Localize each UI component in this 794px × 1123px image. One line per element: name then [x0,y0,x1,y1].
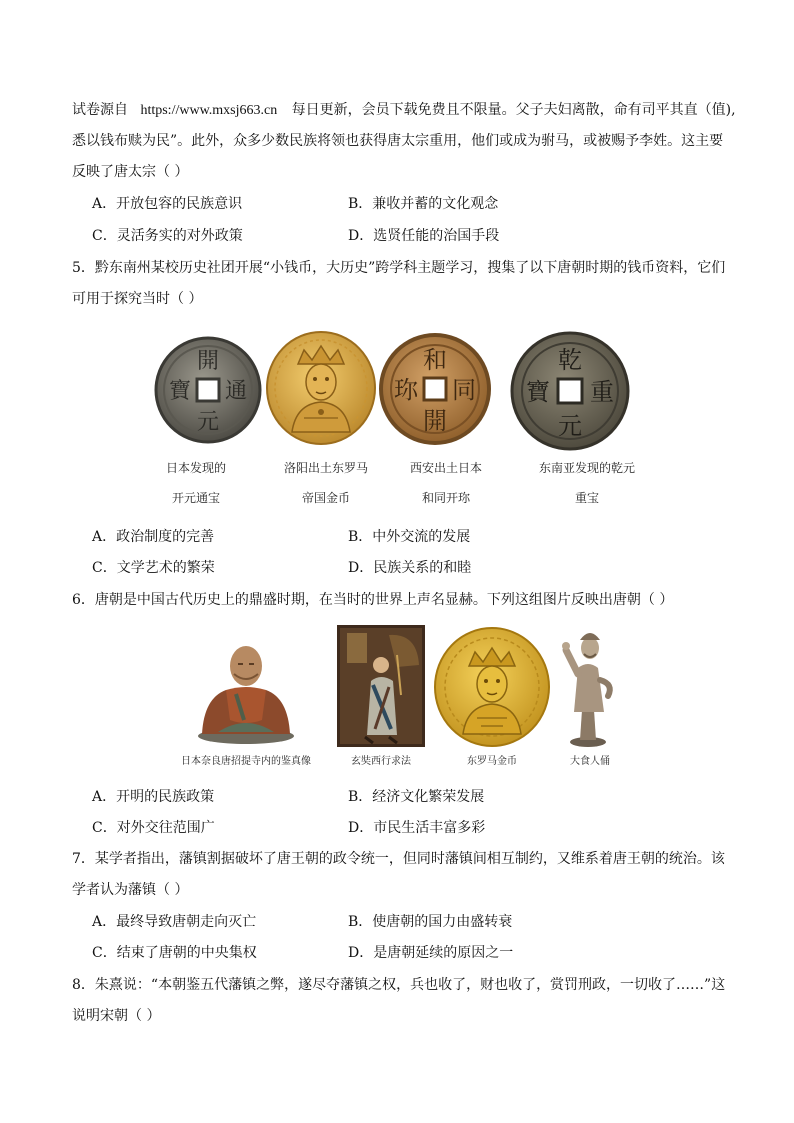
q7-option-a[interactable]: A．最终导致唐朝走向灭亡 [92,914,257,930]
coin-caption-4 [516,460,658,506]
q7-option-d[interactable]: D．是唐朝延续的原因之一 [348,945,514,961]
source-line [72,100,736,121]
q4-option-c[interactable]: C．灵活务实的对外政策 [92,228,243,244]
q5-option-b[interactable]: B．中外交流的发展 [348,529,471,545]
kaiyuan-char-right: 通 [224,379,248,404]
byzantine-gold-coin-image [264,330,378,446]
qianyuan-char-right: 重 [590,378,614,406]
qianyuan-char-left: 寶 [526,378,550,406]
coin-caption-1-line2: 开元通宝 [171,491,220,505]
q5-line-2: 可用于探究当时（ ） [72,291,203,307]
coin-caption-3-line1: 西安出土日本 [409,461,482,475]
kaiyuan-char-left: 寶 [168,379,192,404]
wadokaichin-char-right: 同 [452,376,476,404]
q7-line-2: 学者认为藩镇（ ） [72,882,189,898]
jianzhen-statue-image [196,628,296,744]
q4-option-d[interactable]: D．选贤任能的治国手段 [348,228,500,244]
kaiyuan-coin-image [152,334,264,446]
q6-line-1: 6．唐朝是中国古代历史上的鼎盛时期，在当时的世界上声名显赫。下列这组图片反映出唐朝（ ） [72,592,674,608]
q6-option-d[interactable]: D．市民生活丰富多彩 [348,820,486,836]
q6-caption-4: 大食人俑 [570,756,610,767]
q6-option-a[interactable]: A．开明的民族政策 [92,789,215,805]
q7-option-b[interactable]: B．使唐朝的国力由盛转衰 [348,914,513,930]
coin-caption-1 [136,460,256,506]
q6-caption-1: 日本奈良唐招提寺内的鉴真像 [181,756,311,767]
coin-caption-2-line1: 洛阳出土东罗马 [283,461,368,475]
source-label: 试卷源自 [72,102,128,118]
q6-option-c[interactable]: C．对外交往范围广 [92,820,215,836]
coin-caption-4-line2: 重宝 [574,491,599,505]
coin-caption-1-line1: 日本发现的 [165,461,226,475]
q5-option-c[interactable]: C．文学艺术的繁荣 [92,560,215,576]
coin-caption-3 [386,460,506,506]
q4-option-a[interactable]: A．开放包容的民族意识 [92,196,243,212]
coin-caption-2 [264,460,388,506]
q5-option-d[interactable]: D．民族关系的和睦 [348,560,472,576]
q4-line-3: 反映了唐太宗（ ） [72,164,189,180]
q5-option-a[interactable]: A．政治制度的完善 [92,529,215,545]
qianyuan-coin-image [508,330,632,452]
wadokaichin-char-left: 珎 [394,376,418,404]
q6-caption-2: 玄奘西行求法 [351,756,411,767]
q4-option-b[interactable]: B．兼收并蓄的文化观念 [348,196,499,212]
source-tail-text: 每日更新，会员下载免费且不限量。父子夫妇离散，命有司平其直（值), [291,102,736,118]
source-url-link[interactable]: https://www.mxsj663.cn [140,103,278,118]
q6-caption-3: 东罗马金币 [467,756,517,767]
coin-caption-3-line2: 和同开珎 [421,491,470,505]
kaiyuan-char-bottom: 元 [196,410,220,435]
xuanzang-painting-image [337,625,425,747]
q8-line-1: 8．朱熹说：“本朝鉴五代藩镇之弊，遂尽夺藩镇之权，兵也收了，财也收了，赏罚刑政，一切收了……”这 [72,977,726,993]
dashi-figurine-image [560,626,616,748]
byzantine-coin-image-q6 [433,626,551,748]
qianyuan-char-bottom: 元 [558,412,582,440]
q7-option-c[interactable]: C．结束了唐朝的中央集权 [92,945,257,961]
q5-line-1: 5．黔东南州某校历史社团开展“小钱币，大历史”跨学科主题学习，搜集了以下唐朝时期的钱币资料，它们 [72,260,726,276]
wadokaichin-char-bottom: 開 [423,407,447,435]
q6-option-b[interactable]: B．经济文化繁荣发展 [348,789,485,805]
wadokaichin-coin-image [378,330,492,448]
qianyuan-char-top: 乾 [558,346,582,374]
q7-line-1: 7．某学者指出，藩镇割据破坏了唐王朝的政令统一，但同时藩镇间相互制约，又维系着唐王朝的统治。该 [72,851,725,867]
q4-line-2: 悉以钱布赎为民”。此外，众多少数民族将领也获得唐太宗重用，他们或成为驸马，或被赐予李姓。这主要 [72,133,724,149]
q8-line-2: 说明宋朝（ ） [72,1008,161,1024]
coin-caption-4-line1: 东南亚发现的乾元 [538,461,635,475]
wadokaichin-char-top: 和 [423,346,447,374]
kaiyuan-char-top: 開 [196,349,220,374]
coin-caption-2-line2: 帝国金币 [301,491,350,505]
